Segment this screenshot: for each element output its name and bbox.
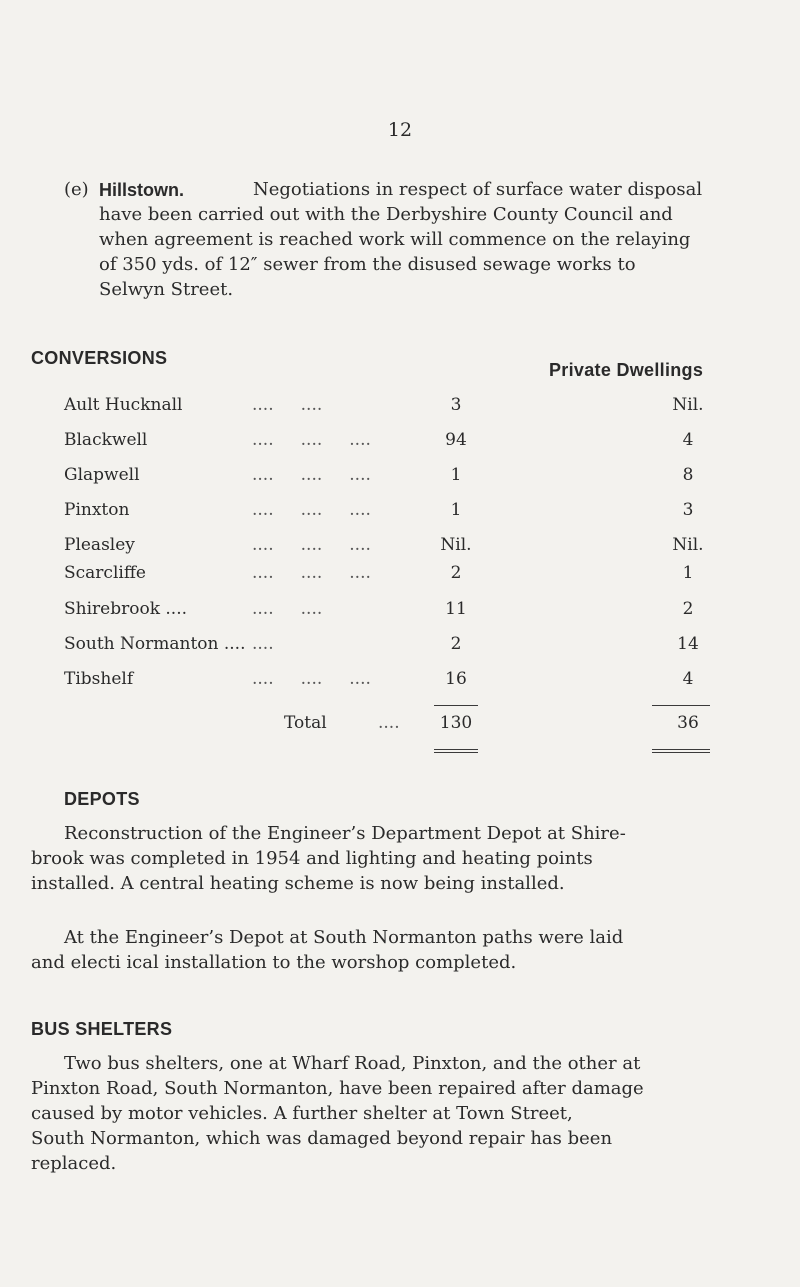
private-count: Nil. — [672, 535, 704, 555]
table-row — [0, 430, 800, 454]
leader-dots: .... — [378, 713, 400, 733]
depots-line: and electi ical installation to the worshop completed. — [31, 952, 517, 973]
private-count: 2 — [682, 599, 694, 619]
table-row — [0, 535, 800, 559]
depots-heading: DEPOTS — [64, 789, 140, 809]
conversions-count: Nil. — [440, 535, 472, 555]
place-name: Glapwell — [64, 465, 140, 485]
leader-dots: .... .... .... — [252, 669, 371, 689]
private-count: 1 — [682, 563, 694, 583]
table-row — [0, 634, 800, 658]
bus-shelters-line: Pinxton Road, South Normanton, have been repaired after damage — [31, 1078, 644, 1099]
private-count: 3 — [682, 500, 694, 520]
private-count: 8 — [682, 465, 694, 485]
leader-dots: .... .... .... — [252, 465, 371, 485]
leader-dots: .... .... .... — [252, 535, 371, 555]
private-dwellings-heading: Private Dwellings — [549, 360, 704, 380]
total-double-rule — [434, 749, 478, 750]
conversions-count: 11 — [445, 599, 467, 619]
leader-dots: .... .... — [252, 395, 323, 415]
total-label: Total — [284, 713, 327, 733]
place-name: Ault Hucknall — [64, 395, 183, 415]
depots-line: installed. A central heating scheme is now being installed. — [31, 873, 565, 894]
depots-line: Reconstruction of the Engineer’s Department Depot at Shire- — [64, 823, 626, 844]
leader-dots: .... .... .... — [252, 500, 371, 520]
private-count: 4 — [682, 669, 694, 689]
bus-shelters-line: caused by motor vehicles. A further shelter at Town Street, — [31, 1103, 573, 1124]
leader-dots: .... .... .... — [252, 430, 371, 450]
table-row — [0, 599, 800, 623]
hillstown-line: when agreement is reached work will commence on the relaying — [99, 229, 691, 250]
subtotal-rule — [652, 705, 710, 706]
hillstown-line: have been carried out with the Derbyshire County Council and — [99, 204, 673, 225]
table-row — [0, 563, 800, 587]
bus-shelters-heading: BUS SHELTERS — [31, 1019, 173, 1039]
depots-line: brook was completed in 1954 and lighting and heating points — [31, 848, 593, 869]
place-name: Blackwell — [64, 430, 148, 450]
total-conversions: 130 — [439, 713, 473, 733]
leader-dots: .... — [252, 634, 274, 654]
table-row — [0, 395, 800, 419]
total-double-rule — [652, 749, 710, 750]
hillstown-line: Selwyn Street. — [99, 279, 234, 300]
conversions-count: 2 — [450, 563, 462, 583]
conversions-heading: CONVERSIONS — [31, 348, 168, 368]
private-count: 4 — [682, 430, 694, 450]
place-name: South Normanton .... — [64, 634, 246, 654]
bus-shelters-line: replaced. — [31, 1153, 117, 1174]
place-name: Pinxton — [64, 500, 130, 520]
conversions-count: 2 — [450, 634, 462, 654]
table-row — [0, 465, 800, 489]
item-marker: (e) — [64, 179, 89, 200]
hillstown-line: of 350 yds. of 12″ sewer from the disused sewage works to — [99, 254, 636, 275]
conversions-count: 94 — [445, 430, 467, 450]
place-name: Tibshelf — [64, 669, 134, 689]
leader-dots: .... .... — [252, 599, 323, 619]
conversions-count: 3 — [450, 395, 462, 415]
hillstown-line: Negotiations in respect of surface water disposal — [253, 179, 703, 200]
bus-shelters-line: Two bus shelters, one at Wharf Road, Pinxton, and the other at — [64, 1053, 641, 1074]
table-row — [0, 500, 800, 524]
page-number: 12 — [387, 119, 413, 141]
total-double-rule — [434, 752, 478, 753]
place-name: Scarcliffe — [64, 563, 146, 583]
leader-dots: .... .... .... — [252, 563, 371, 583]
private-count: 14 — [677, 634, 699, 654]
conversions-count: 1 — [450, 500, 462, 520]
subtotal-rule — [434, 705, 478, 706]
table-row — [0, 669, 800, 693]
total-double-rule — [652, 752, 710, 753]
bus-shelters-line: South Normanton, which was damaged beyond repair has been — [31, 1128, 613, 1149]
conversions-count: 16 — [445, 669, 467, 689]
place-name: Pleasley — [64, 535, 135, 555]
private-count: Nil. — [672, 395, 704, 415]
place-name: Shirebrook .... — [64, 599, 188, 619]
hillstown-title: Hillstown. — [99, 180, 184, 200]
conversions-count: 1 — [450, 465, 462, 485]
total-row — [0, 713, 800, 737]
depots-line: At the Engineer’s Depot at South Normanton paths were laid — [64, 927, 624, 948]
total-private: 36 — [677, 713, 699, 733]
